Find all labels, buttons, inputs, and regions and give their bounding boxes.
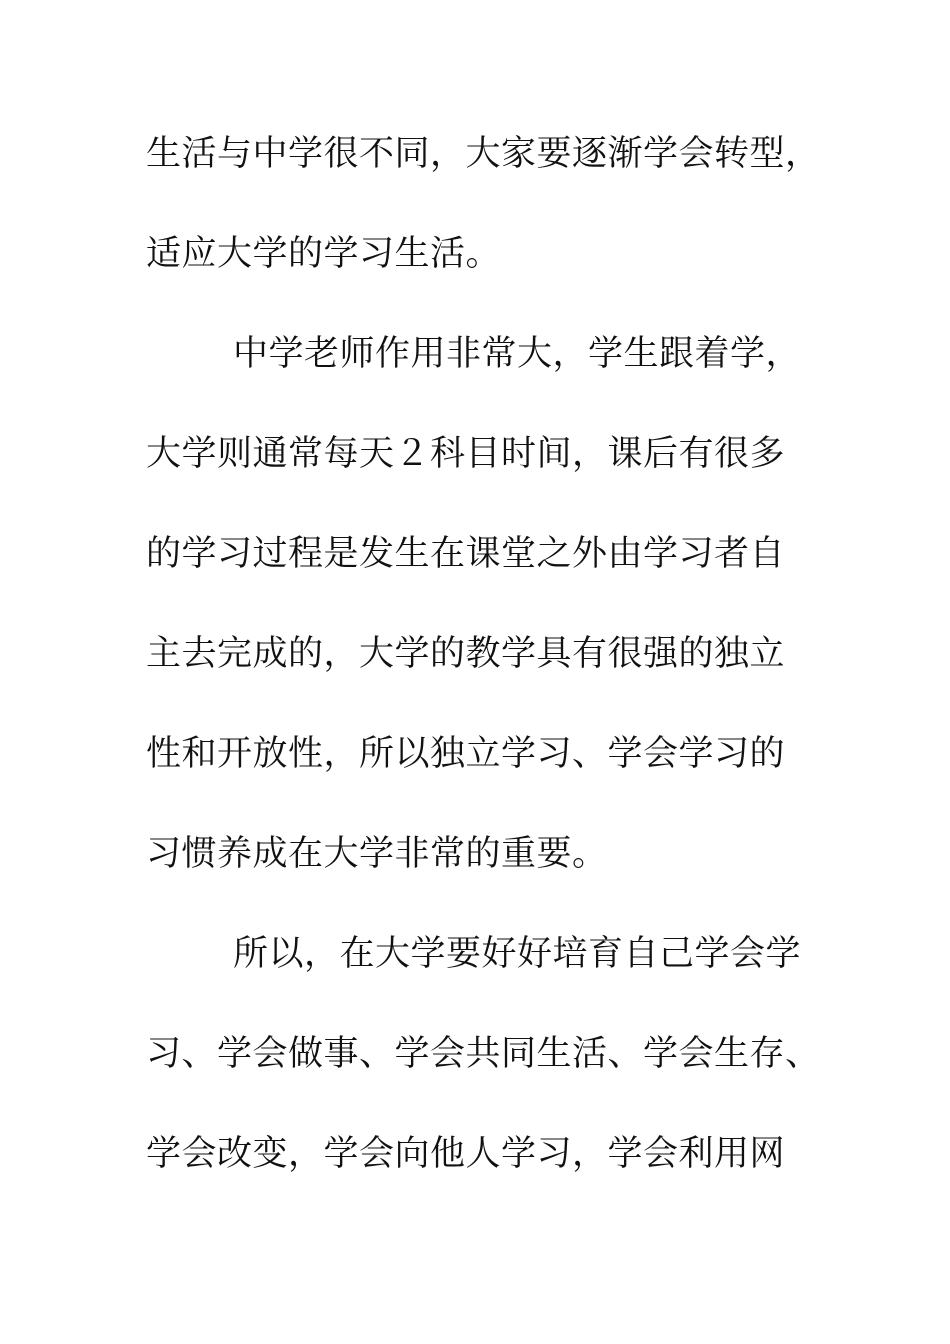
text-line: 主去完成的，大学的教学具有很强的独立 (146, 634, 786, 674)
text-line: 的学习过程是发生在课堂之外由学习者自 (146, 534, 786, 574)
text-line: 习惯养成在大学非常的重要。 (146, 834, 608, 874)
text-line: 学会改变，学会向他人学习，学会利用网 (146, 1134, 786, 1174)
paragraph-start-line: 所以，在大学要好好培育自己学会学 (233, 934, 802, 974)
text-line: 大学则通常每天２科目时间，课后有很多 (146, 434, 786, 474)
text-line: 生活与中学很不同，大家要逐渐学会转型， (146, 134, 821, 174)
text-line: 习、学会做事、学会共同生活、学会生存、 (146, 1034, 821, 1074)
text-line: 性和开放性，所以独立学习、学会学习的 (146, 734, 786, 774)
text-line: 适应大学的学习生活。 (146, 234, 502, 274)
paragraph-start-line: 中学老师作用非常大，学生跟着学， (233, 334, 802, 374)
